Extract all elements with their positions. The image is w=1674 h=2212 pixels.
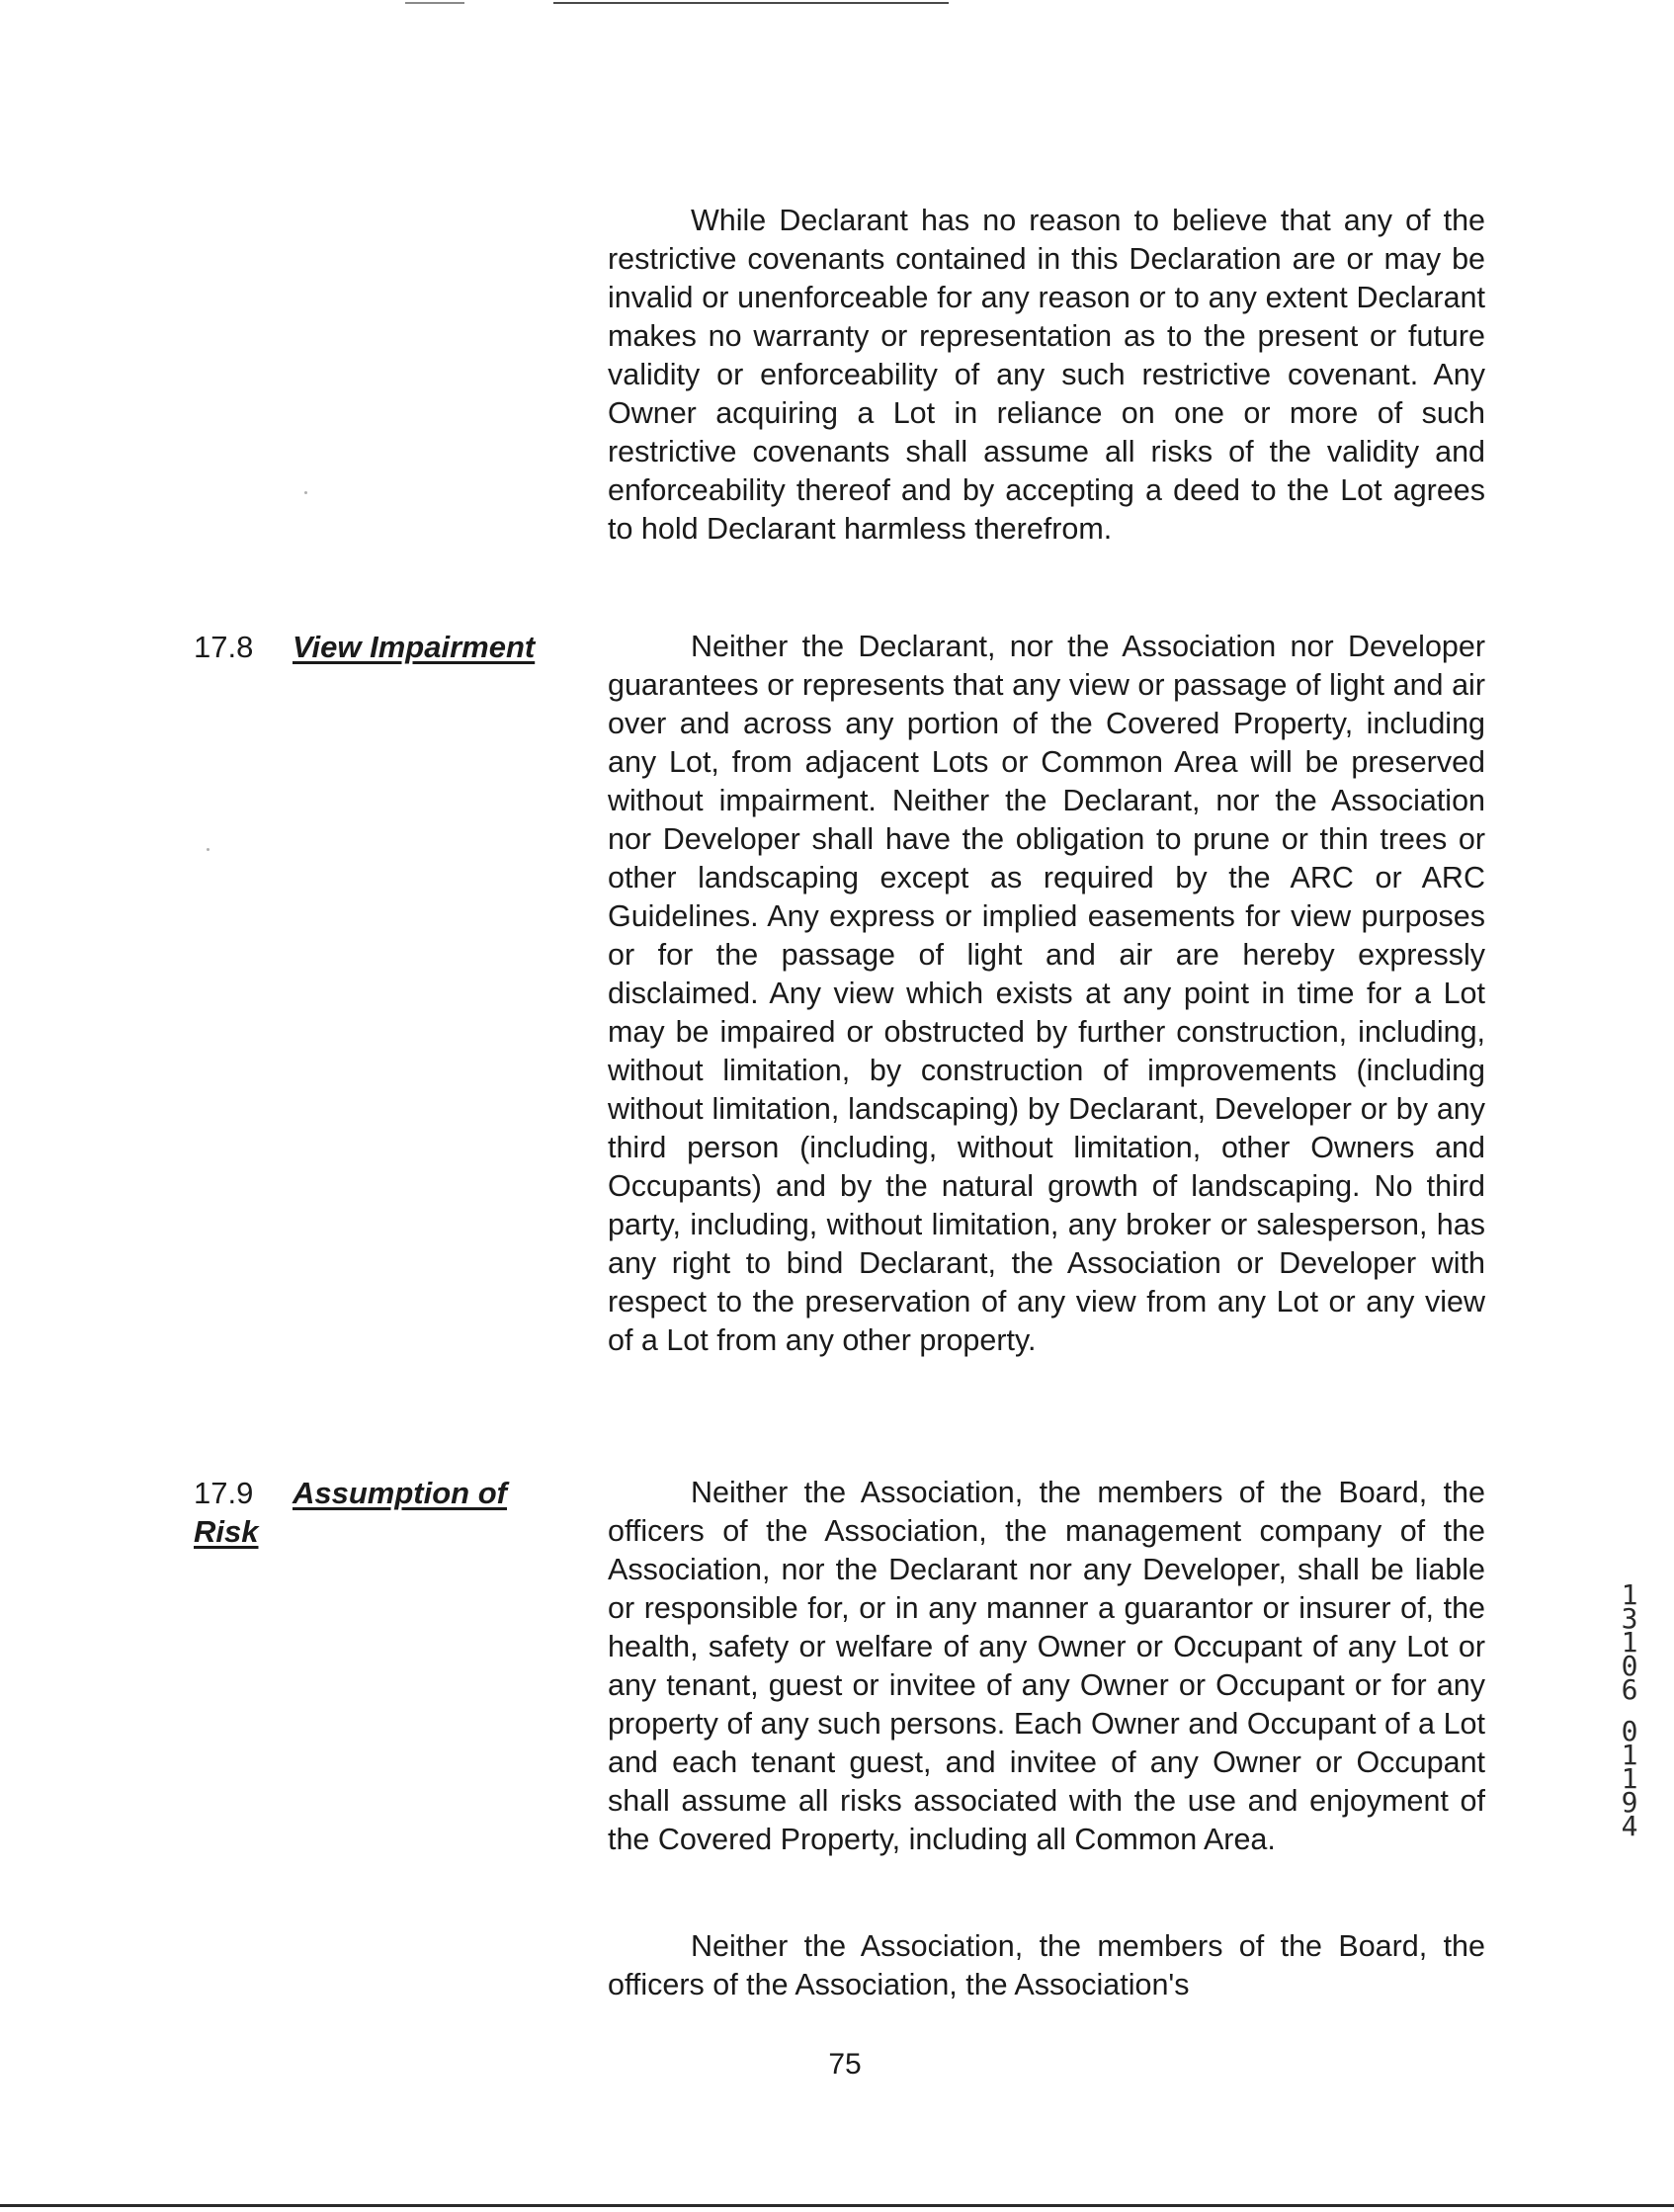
side-code-digit: 3	[1621, 1602, 1638, 1635]
page-number: 75	[828, 2048, 862, 2081]
section-title: View Impairment	[293, 630, 536, 664]
paragraph-intro: While Declarant has no reason to believe that any of the restrictive covenants contained in this Declaration are or may be invalid or unenforceable for any reason or to any extent Declarant makes no warranty or representation as to the present or future validity or enforceability of any such restrictive covenant. Any Owner acquiring a Lot in reliance on one or more of such restrictive covenants shall assume all risks of the validity and enforceability thereof and by accepting a deed to the Lot agrees to hold Declarant harmless therefrom.	[608, 204, 1485, 546]
paragraph-assumption-of-risk: Neither the Association, the members of the Board, the officers of the Association, the management company of the Association, nor the Declarant nor any Developer, shall be liable or responsible for, or in any manner a guarantor or insurer of, the health, safety or welfare of any Owner or Occupant of any Lot or any tenant, guest or invitee of any Owner or Occupant or for any property of any such persons. Each Owner and Occupant of a Lot and each tenant guest, and invitee of any Owner or Occupant shall assume all risks associated with the use and enjoyment of the Covered Property, including all Common Area.	[608, 1476, 1485, 1856]
side-code-digit: 1	[1621, 1578, 1638, 1611]
side-code-digit: 0	[1621, 1650, 1638, 1682]
side-document-code	[1615, 1578, 1644, 1842]
scan-speck	[207, 848, 209, 851]
side-code-digit: 1	[1621, 1739, 1638, 1771]
section-heading-17-8	[194, 628, 569, 666]
top-scan-rule	[553, 2, 949, 4]
section-title-continued: Risk	[194, 1514, 259, 1549]
side-code-digit: 1	[1621, 1762, 1638, 1795]
paragraph-continuation: Neither the Association, the members of the Board, the officers of the Association, the Association's	[608, 1929, 1485, 2001]
side-code-digit: 9	[1621, 1786, 1638, 1819]
side-code-digit: 4	[1621, 1810, 1638, 1842]
section-heading-17-9	[194, 1474, 569, 1551]
scan-speck	[304, 491, 307, 494]
side-code-digit: 1	[1621, 1626, 1638, 1659]
side-code-digit: 0	[1621, 1715, 1638, 1747]
top-scan-rule-short	[405, 2, 464, 4]
section-number: 17.8	[194, 630, 254, 664]
side-code-digit: 6	[1621, 1673, 1638, 1706]
section-number: 17.9	[194, 1476, 254, 1510]
paragraph-view-impairment: Neither the Declarant, nor the Association nor Developer guarantees or represents that any view or passage of light and air over and across any portion of the Covered Property, including any Lot, from adjacent Lots or Common Area will be preserved without impairment. Neither the Declarant, nor the Association nor Developer shall have the obligation to prune or thin trees or other landscaping except as required by the ARC or ARC Guidelines. Any express or implied easements for view purposes or for the passage of light and air are hereby expressly disclaimed. Any view which exists at any point in time for a Lot may be impaired or obstructed by further construction, including, without limitation, by construction of improvements (including without limitation, landscaping) by Declarant, Developer or by any third person (including, without limitation, other Owners and Occupants) and by the natural growth of landscaping. No third party, including, without limitation, any broker or salesperson, has any right to bind Declarant, the Association or Developer with respect to the preservation of any view from any Lot or any view of a Lot from any other property.	[608, 630, 1485, 1357]
section-title: Assumption of	[293, 1476, 507, 1510]
bottom-scan-rule	[0, 2204, 1674, 2207]
